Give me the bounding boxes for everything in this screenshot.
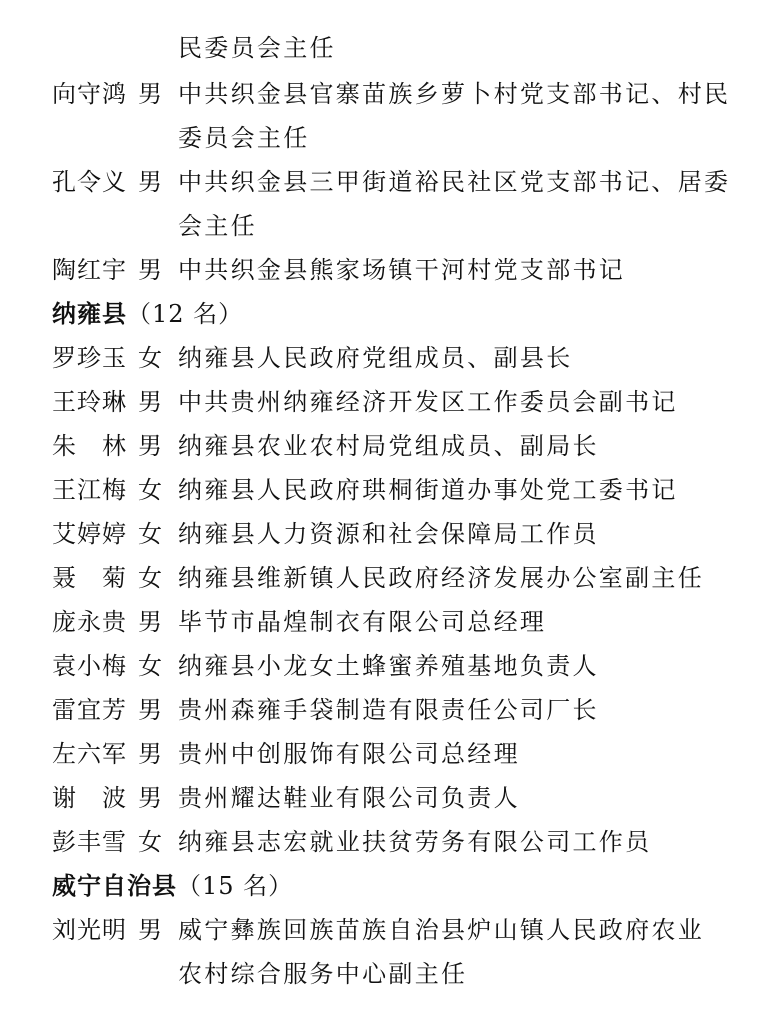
person-gender: 男	[138, 256, 162, 284]
person-name: 左六军	[52, 740, 127, 768]
list-item	[0, 600, 759, 644]
person-gender: 女	[138, 828, 162, 856]
person-name: 刘光明	[52, 916, 127, 944]
list-item	[0, 336, 759, 380]
county-count: （12 名）	[127, 300, 244, 328]
list-item-continuation	[0, 26, 759, 70]
person-gender: 男	[138, 432, 162, 460]
person-title: 纳雍县人民政府珙桐街道办事处党工委书记	[178, 476, 678, 504]
person-title: 纳雍县志宏就业扶贫劳务有限公司工作员	[178, 828, 652, 856]
county-name: 威宁自治县	[52, 872, 177, 900]
person-title: 纳雍县农业农村局党组成员、副局长	[178, 432, 599, 460]
county-name: 纳雍县	[52, 300, 127, 328]
list-item	[0, 248, 759, 292]
person-title: 贵州森雍手袋制造有限责任公司厂长	[178, 696, 599, 724]
person-gender: 女	[138, 652, 162, 680]
title-continuation: 民委员会主任	[178, 34, 336, 62]
list-item	[0, 380, 759, 424]
list-item-continuation	[0, 204, 759, 248]
person-title: 威宁彝族回族苗族自治县炉山镇人民政府农业	[178, 916, 704, 944]
person-title: 贵州中创服饰有限公司总经理	[178, 740, 520, 768]
person-name: 艾婷婷	[52, 520, 127, 548]
list-item	[0, 72, 759, 116]
person-gender: 男	[138, 80, 162, 108]
person-title: 中共织金县三甲街道裕民社区党支部书记、居委	[178, 168, 731, 196]
section-heading	[0, 292, 759, 336]
list-item	[0, 424, 759, 468]
person-gender: 男	[138, 388, 162, 416]
title-continuation: 会主任	[178, 212, 257, 240]
person-title: 纳雍县人力资源和社会保障局工作员	[178, 520, 599, 548]
county-count: （15 名）	[177, 872, 294, 900]
person-title: 中共织金县官寨苗族乡萝卜村党支部书记、村民	[178, 80, 731, 108]
person-gender: 女	[138, 520, 162, 548]
list-item	[0, 644, 759, 688]
list-item	[0, 468, 759, 512]
person-title: 中共织金县熊家场镇干河村党支部书记	[178, 256, 626, 284]
list-item	[0, 820, 759, 864]
person-name: 向守鸿	[52, 80, 127, 108]
county-heading	[52, 864, 293, 908]
person-title: 贵州耀达鞋业有限公司负责人	[178, 784, 520, 812]
person-gender: 男	[138, 168, 162, 196]
list-item	[0, 160, 759, 204]
person-name: 罗珍玉	[52, 344, 127, 372]
person-name: 陶红宇	[52, 256, 127, 284]
person-name: 谢 波	[52, 784, 127, 812]
person-name: 聂 菊	[52, 564, 127, 592]
person-title: 毕节市晶煌制衣有限公司总经理	[178, 608, 547, 636]
list-item	[0, 908, 759, 952]
list-item-continuation	[0, 952, 759, 996]
county-heading	[52, 292, 243, 336]
list-item	[0, 732, 759, 776]
person-name: 王玲琳	[52, 388, 127, 416]
person-title: 纳雍县小龙女土蜂蜜养殖基地负责人	[178, 652, 599, 680]
list-item	[0, 556, 759, 600]
list-item-continuation	[0, 116, 759, 160]
person-name: 彭丰雪	[52, 828, 127, 856]
person-name: 孔令义	[52, 168, 127, 196]
person-gender: 男	[138, 784, 162, 812]
person-name: 雷宜芳	[52, 696, 127, 724]
person-gender: 男	[138, 916, 162, 944]
list-item	[0, 776, 759, 820]
person-name: 朱 林	[52, 432, 127, 460]
list-item	[0, 688, 759, 732]
person-gender: 女	[138, 476, 162, 504]
person-gender: 男	[138, 740, 162, 768]
person-title: 纳雍县人民政府党组成员、副县长	[178, 344, 573, 372]
person-name: 袁小梅	[52, 652, 127, 680]
person-name: 王江梅	[52, 476, 127, 504]
title-continuation: 委员会主任	[178, 124, 310, 152]
person-gender: 女	[138, 564, 162, 592]
person-gender: 男	[138, 608, 162, 636]
person-name: 庞永贵	[52, 608, 127, 636]
person-gender: 女	[138, 344, 162, 372]
person-title: 纳雍县维新镇人民政府经济发展办公室副主任	[178, 564, 704, 592]
title-continuation: 农村综合服务中心副主任	[178, 960, 468, 988]
person-title: 中共贵州纳雍经济开发区工作委员会副书记	[178, 388, 678, 416]
list-item	[0, 512, 759, 556]
section-heading	[0, 864, 759, 908]
person-gender: 男	[138, 696, 162, 724]
